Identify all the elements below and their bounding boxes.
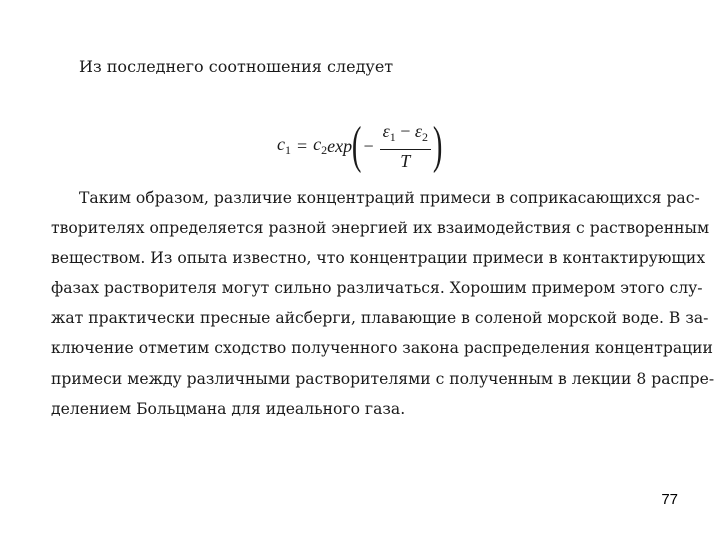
distribution-formula [277, 117, 443, 174]
formula-minus: − [363, 135, 374, 156]
page-number: 77 [661, 491, 678, 508]
formula-func: exp [327, 135, 353, 156]
fraction-denominator: T [400, 151, 411, 171]
paragraph-line: делением Больцмана для идеального газа. [51, 399, 406, 418]
formula-lhs: $c_1$ [277, 134, 291, 157]
main-paragraph [51, 183, 715, 424]
formula-equals: = [297, 135, 308, 156]
formula-fraction [380, 121, 431, 171]
paragraph-line: ключение отметим сходство полученного закона распределения концентрации [51, 339, 713, 358]
fraction-numerator: $\varepsilon_1 - \varepsilon_2$ [380, 121, 431, 150]
right-paren: ) [432, 117, 443, 174]
paragraph-line: фазах растворителя могут сильно различаться. Хорошим примером этого слу- [51, 279, 703, 298]
paragraph-line: веществом. Из опыта известно, что концентрации примеси в контактирующих [51, 249, 706, 268]
paragraph-line: Таким образом, различие концентраций примеси в соприкасающихся рас- [79, 189, 700, 207]
paragraph-line: жат практически пресные айсберги, плавающие в соленой морской воде. В за- [51, 309, 709, 328]
paragraph-line: примеси между различными растворителями с полученным в лекции 8 распре- [51, 369, 715, 388]
intro-sentence: Из последнего соотношения следует [79, 57, 394, 76]
left-paren: ( [352, 117, 362, 174]
paragraph-line: творителях определяется разной энергией их взаимодействия с растворенным [51, 219, 710, 238]
formula-rhs: $c_2$ [313, 134, 328, 157]
